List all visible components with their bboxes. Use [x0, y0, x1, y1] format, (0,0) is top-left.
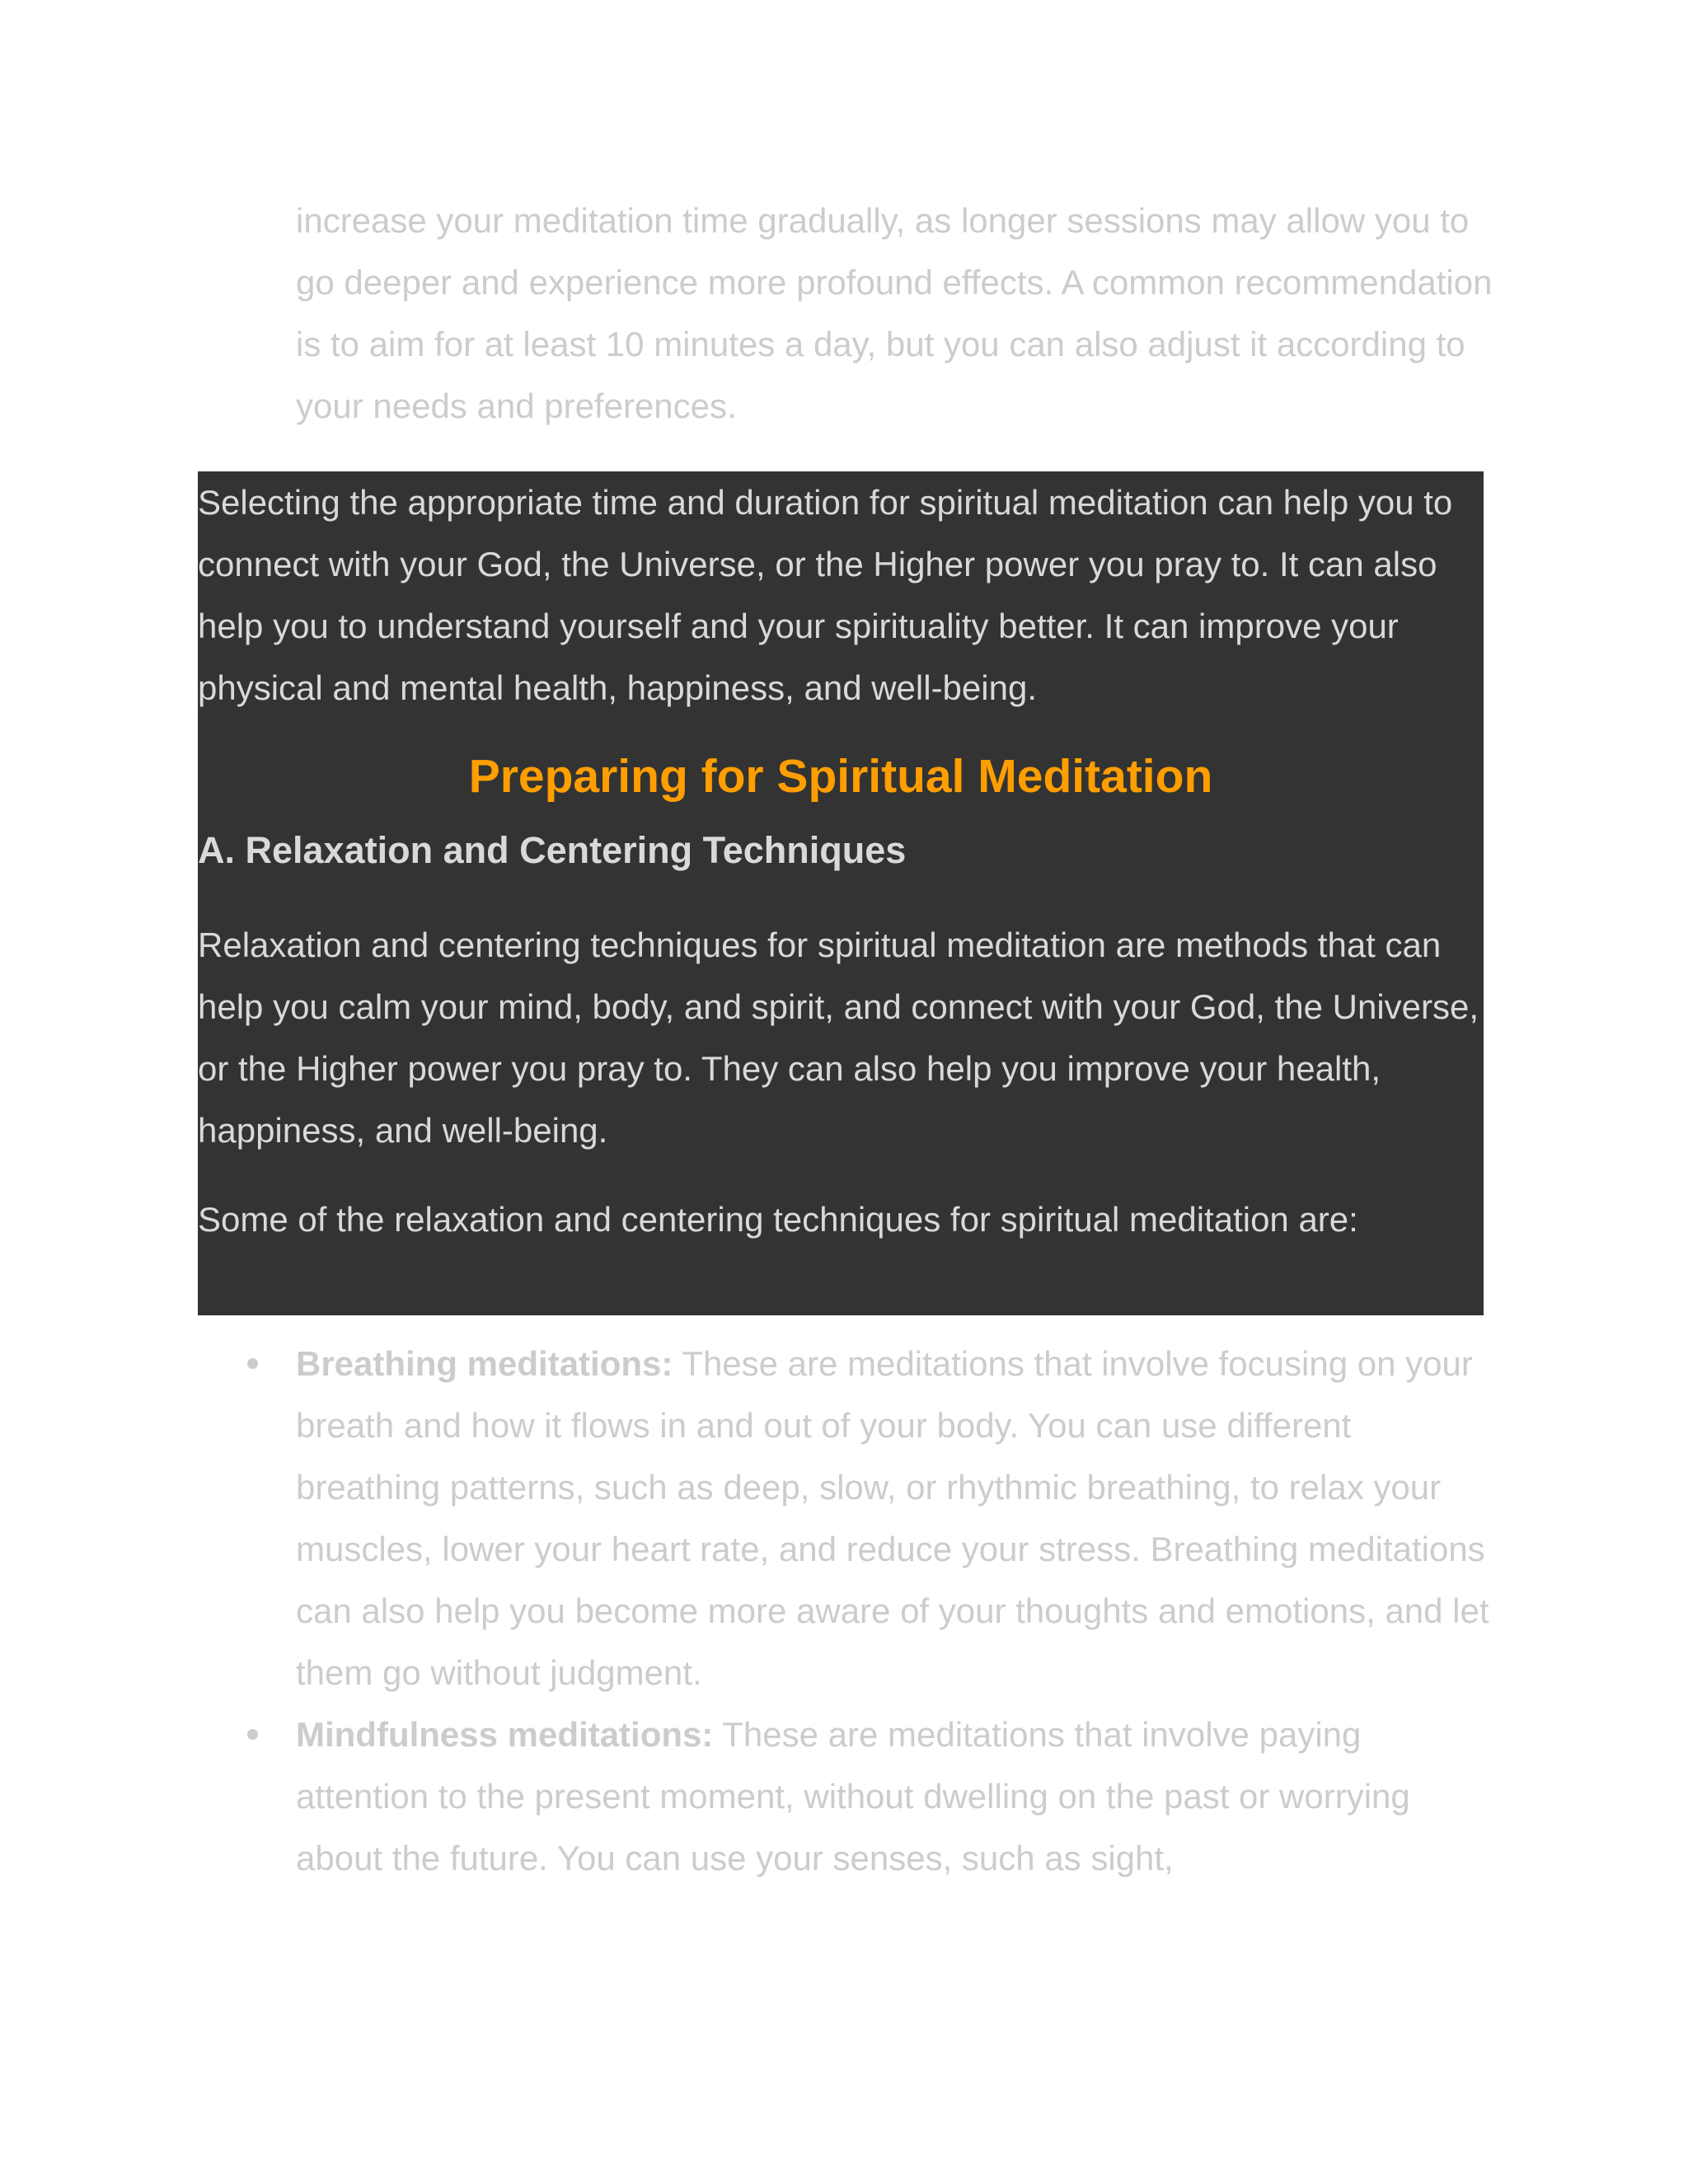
bullet-icon: [247, 1358, 258, 1369]
techniques-description-paragraph: Relaxation and centering techniques for spiritual meditation are methods that can help you calm your mind, body, and spirit, and connect with your God, the Universe, or the Higher power you pray to. They can also help you improve your health, happiness, and well-being.: [198, 926, 1479, 1150]
section-heading: Preparing for Spiritual Meditation: [468, 750, 1213, 803]
list-item-text: These are meditations that involve paying attention to the present moment, without dwelling on the past or worrying about the future. You can use your senses, such as sight,: [296, 1715, 1410, 1877]
list-item-term: Mindfulness meditations:: [296, 1715, 714, 1754]
techniques-list: [0, 1333, 1688, 1889]
duration-benefits-paragraph: Selecting the appropriate time and duration for spiritual meditation can help you to connect with your God, the Universe, or the Higher power you pray to. It can also help you to understand yourself and your spirituality better. It can improve your physical and mental health, happiness, and well-being.: [198, 483, 1453, 707]
list-item: [296, 1333, 1499, 1704]
subsection-heading: A. Relaxation and Centering Techniques: [198, 829, 907, 871]
list-item: [296, 1704, 1499, 1889]
list-item-term: Breathing meditations:: [296, 1344, 673, 1383]
list-item-text: These are meditations that involve focusing on your breath and how it flows in and out of your body. You can use different breathing patterns, such as deep, slow, or rhythmic breathing, to relax your muscles, lower your heart rate, and reduce your stress. Breathing meditations can also help you become more aware of your thoughts and emotions, and let them go without judgment.: [296, 1344, 1489, 1692]
intro-paragraph: increase your meditation time gradually, as longer sessions may allow you to go deeper and experience more profound effects. A common recommendation is to aim for at least 10 minutes a day, but you can also adjust it according to your needs and preferences.: [296, 201, 1493, 425]
techniques-intro-paragraph: Some of the relaxation and centering techniques for spiritual meditation are:: [198, 1200, 1358, 1239]
bullet-icon: [247, 1729, 258, 1740]
highlighted-section: [198, 471, 1484, 1315]
